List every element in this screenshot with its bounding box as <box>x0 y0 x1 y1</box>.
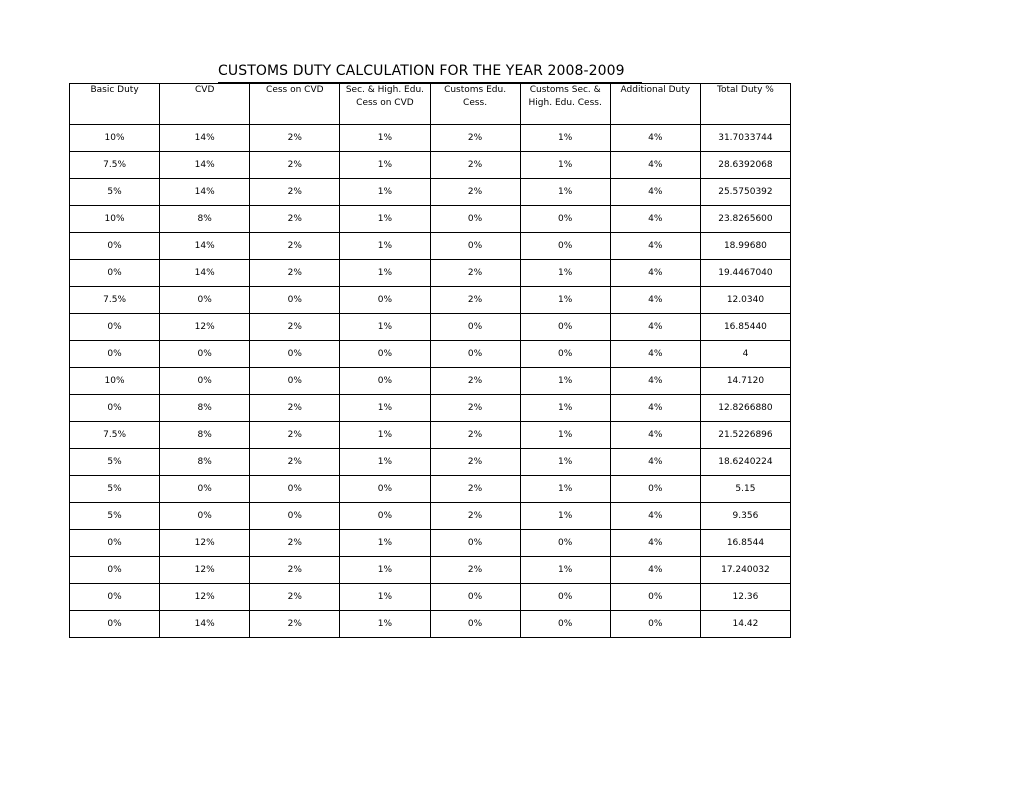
cell-cvd: 14% <box>160 260 250 287</box>
cell-cess-on-cvd: 2% <box>250 314 340 341</box>
cell-sec-high-edu-cess-on-cvd: 1% <box>340 557 430 584</box>
cell-sec-high-edu-cess-on-cvd: 1% <box>340 422 430 449</box>
cell-sec-high-edu-cess-on-cvd: 1% <box>340 611 430 638</box>
cell-customs-edu-cess: 2% <box>430 476 520 503</box>
cell-cvd: 8% <box>160 206 250 233</box>
cell-customs-sec-high-edu-cess: 1% <box>520 179 610 206</box>
table-row <box>70 260 791 287</box>
cell-cess-on-cvd: 0% <box>250 368 340 395</box>
cell-sec-high-edu-cess-on-cvd: 1% <box>340 260 430 287</box>
cell-additional-duty: 4% <box>610 287 700 314</box>
cell-total-duty: 25.5750392 <box>700 179 790 206</box>
table-row <box>70 395 791 422</box>
table-header-row <box>70 84 791 125</box>
cell-customs-edu-cess: 2% <box>430 287 520 314</box>
cell-customs-sec-high-edu-cess: 1% <box>520 125 610 152</box>
table-row <box>70 206 791 233</box>
cell-total-duty: 23.8265600 <box>700 206 790 233</box>
cell-additional-duty: 4% <box>610 341 700 368</box>
column-header-cvd: CVD <box>160 84 250 125</box>
cell-basic-duty: 0% <box>70 314 160 341</box>
cell-customs-sec-high-edu-cess: 1% <box>520 476 610 503</box>
cell-total-duty: 17.240032 <box>700 557 790 584</box>
cell-basic-duty: 0% <box>70 233 160 260</box>
column-header-basic-duty: Basic Duty <box>70 84 160 125</box>
cell-customs-edu-cess: 0% <box>430 584 520 611</box>
cell-cvd: 0% <box>160 341 250 368</box>
column-header-additional-duty: Additional Duty <box>610 84 700 125</box>
cell-additional-duty: 0% <box>610 476 700 503</box>
cell-customs-edu-cess: 2% <box>430 152 520 179</box>
cell-cess-on-cvd: 2% <box>250 152 340 179</box>
cell-customs-sec-high-edu-cess: 1% <box>520 152 610 179</box>
cell-total-duty: 12.0340 <box>700 287 790 314</box>
cell-sec-high-edu-cess-on-cvd: 1% <box>340 206 430 233</box>
cell-basic-duty: 7.5% <box>70 152 160 179</box>
cell-sec-high-edu-cess-on-cvd: 0% <box>340 476 430 503</box>
cell-cvd: 12% <box>160 584 250 611</box>
table-row <box>70 449 791 476</box>
cell-customs-edu-cess: 0% <box>430 314 520 341</box>
cell-additional-duty: 4% <box>610 152 700 179</box>
duty-table <box>69 83 791 638</box>
cell-cess-on-cvd: 2% <box>250 233 340 260</box>
cell-customs-edu-cess: 0% <box>430 611 520 638</box>
cell-cvd: 12% <box>160 530 250 557</box>
cell-customs-sec-high-edu-cess: 0% <box>520 341 610 368</box>
cell-sec-high-edu-cess-on-cvd: 1% <box>340 152 430 179</box>
cell-customs-sec-high-edu-cess: 0% <box>520 530 610 557</box>
cell-cess-on-cvd: 0% <box>250 341 340 368</box>
cell-customs-edu-cess: 0% <box>430 341 520 368</box>
cell-total-duty: 12.8266880 <box>700 395 790 422</box>
cell-basic-duty: 0% <box>70 395 160 422</box>
cell-basic-duty: 5% <box>70 503 160 530</box>
cell-cess-on-cvd: 2% <box>250 125 340 152</box>
table-row <box>70 584 791 611</box>
table-body <box>70 125 791 638</box>
cell-customs-edu-cess: 0% <box>430 233 520 260</box>
cell-sec-high-edu-cess-on-cvd: 0% <box>340 341 430 368</box>
cell-total-duty: 4 <box>700 341 790 368</box>
column-header-customs-sec-high-edu-cess: Customs Sec. & High. Edu. Cess. <box>520 84 610 125</box>
cell-sec-high-edu-cess-on-cvd: 0% <box>340 368 430 395</box>
cell-total-duty: 16.85440 <box>700 314 790 341</box>
table-row <box>70 557 791 584</box>
cell-cvd: 14% <box>160 125 250 152</box>
cell-customs-edu-cess: 2% <box>430 557 520 584</box>
cell-cess-on-cvd: 2% <box>250 422 340 449</box>
cell-additional-duty: 4% <box>610 557 700 584</box>
cell-total-duty: 21.5226896 <box>700 422 790 449</box>
table-row <box>70 611 791 638</box>
cell-cess-on-cvd: 2% <box>250 395 340 422</box>
cell-cvd: 0% <box>160 287 250 314</box>
column-header-sec-high-edu-cess-on-cvd: Sec. & High. Edu. Cess on CVD <box>340 84 430 125</box>
cell-cess-on-cvd: 2% <box>250 584 340 611</box>
cell-additional-duty: 4% <box>610 530 700 557</box>
cell-additional-duty: 4% <box>610 422 700 449</box>
cell-customs-edu-cess: 2% <box>430 368 520 395</box>
cell-sec-high-edu-cess-on-cvd: 0% <box>340 503 430 530</box>
column-header-customs-edu-cess: Customs Edu. Cess. <box>430 84 520 125</box>
cell-total-duty: 5.15 <box>700 476 790 503</box>
cell-cess-on-cvd: 2% <box>250 557 340 584</box>
cell-additional-duty: 0% <box>610 584 700 611</box>
cell-cess-on-cvd: 2% <box>250 530 340 557</box>
cell-cvd: 0% <box>160 368 250 395</box>
cell-cvd: 0% <box>160 503 250 530</box>
cell-additional-duty: 4% <box>610 368 700 395</box>
table-row <box>70 179 791 206</box>
cell-sec-high-edu-cess-on-cvd: 1% <box>340 530 430 557</box>
cell-customs-sec-high-edu-cess: 1% <box>520 557 610 584</box>
cell-sec-high-edu-cess-on-cvd: 1% <box>340 179 430 206</box>
column-header-cess-on-cvd: Cess on CVD <box>250 84 340 125</box>
cell-total-duty: 14.7120 <box>700 368 790 395</box>
cell-total-duty: 18.6240224 <box>700 449 790 476</box>
table-row <box>70 314 791 341</box>
cell-customs-edu-cess: 0% <box>430 206 520 233</box>
cell-basic-duty: 10% <box>70 368 160 395</box>
cell-basic-duty: 0% <box>70 611 160 638</box>
cell-basic-duty: 5% <box>70 476 160 503</box>
cell-additional-duty: 4% <box>610 314 700 341</box>
cell-additional-duty: 4% <box>610 125 700 152</box>
cell-cess-on-cvd: 0% <box>250 287 340 314</box>
cell-basic-duty: 5% <box>70 449 160 476</box>
cell-sec-high-edu-cess-on-cvd: 1% <box>340 395 430 422</box>
cell-cess-on-cvd: 2% <box>250 449 340 476</box>
cell-customs-edu-cess: 2% <box>430 422 520 449</box>
cell-customs-sec-high-edu-cess: 1% <box>520 260 610 287</box>
cell-customs-edu-cess: 2% <box>430 260 520 287</box>
cell-total-duty: 18.99680 <box>700 233 790 260</box>
table-row <box>70 368 791 395</box>
cell-basic-duty: 0% <box>70 260 160 287</box>
cell-additional-duty: 4% <box>610 233 700 260</box>
table-row <box>70 125 791 152</box>
cell-total-duty: 16.8544 <box>700 530 790 557</box>
cell-basic-duty: 5% <box>70 179 160 206</box>
column-header-total-duty: Total Duty % <box>700 84 790 125</box>
cell-total-duty: 12.36 <box>700 584 790 611</box>
cell-additional-duty: 0% <box>610 611 700 638</box>
cell-basic-duty: 7.5% <box>70 287 160 314</box>
table-row <box>70 233 791 260</box>
cell-cvd: 14% <box>160 179 250 206</box>
cell-customs-sec-high-edu-cess: 1% <box>520 368 610 395</box>
cell-cvd: 0% <box>160 476 250 503</box>
cell-customs-sec-high-edu-cess: 1% <box>520 503 610 530</box>
cell-additional-duty: 4% <box>610 260 700 287</box>
cell-basic-duty: 10% <box>70 125 160 152</box>
cell-additional-duty: 4% <box>610 395 700 422</box>
cell-customs-edu-cess: 2% <box>430 503 520 530</box>
cell-sec-high-edu-cess-on-cvd: 1% <box>340 314 430 341</box>
cell-total-duty: 14.42 <box>700 611 790 638</box>
cell-cess-on-cvd: 2% <box>250 260 340 287</box>
cell-basic-duty: 7.5% <box>70 422 160 449</box>
cell-basic-duty: 10% <box>70 206 160 233</box>
cell-customs-sec-high-edu-cess: 0% <box>520 233 610 260</box>
cell-total-duty: 9.356 <box>700 503 790 530</box>
cell-total-duty: 19.4467040 <box>700 260 790 287</box>
cell-cess-on-cvd: 0% <box>250 503 340 530</box>
cell-sec-high-edu-cess-on-cvd: 1% <box>340 233 430 260</box>
page-title: CUSTOMS DUTY CALCULATION FOR THE YEAR 2008-2009 <box>218 62 642 83</box>
cell-cvd: 14% <box>160 233 250 260</box>
cell-total-duty: 31.7033744 <box>700 125 790 152</box>
cell-customs-sec-high-edu-cess: 0% <box>520 314 610 341</box>
cell-sec-high-edu-cess-on-cvd: 1% <box>340 449 430 476</box>
cell-additional-duty: 4% <box>610 179 700 206</box>
cell-customs-sec-high-edu-cess: 1% <box>520 287 610 314</box>
cell-cvd: 8% <box>160 449 250 476</box>
cell-sec-high-edu-cess-on-cvd: 0% <box>340 287 430 314</box>
cell-additional-duty: 4% <box>610 449 700 476</box>
cell-sec-high-edu-cess-on-cvd: 1% <box>340 584 430 611</box>
cell-customs-sec-high-edu-cess: 0% <box>520 206 610 233</box>
cell-additional-duty: 4% <box>610 503 700 530</box>
table-row <box>70 152 791 179</box>
table-row <box>70 503 791 530</box>
cell-customs-sec-high-edu-cess: 0% <box>520 611 610 638</box>
cell-customs-sec-high-edu-cess: 1% <box>520 449 610 476</box>
cell-customs-edu-cess: 0% <box>430 530 520 557</box>
cell-additional-duty: 4% <box>610 206 700 233</box>
cell-customs-edu-cess: 2% <box>430 395 520 422</box>
cell-customs-sec-high-edu-cess: 1% <box>520 422 610 449</box>
cell-cess-on-cvd: 2% <box>250 611 340 638</box>
table-row <box>70 422 791 449</box>
cell-basic-duty: 0% <box>70 584 160 611</box>
cell-sec-high-edu-cess-on-cvd: 1% <box>340 125 430 152</box>
table-row <box>70 287 791 314</box>
cell-total-duty: 28.6392068 <box>700 152 790 179</box>
cell-customs-edu-cess: 2% <box>430 449 520 476</box>
cell-basic-duty: 0% <box>70 557 160 584</box>
table-row <box>70 530 791 557</box>
cell-cvd: 12% <box>160 557 250 584</box>
cell-cess-on-cvd: 2% <box>250 179 340 206</box>
table-row <box>70 476 791 503</box>
cell-cess-on-cvd: 0% <box>250 476 340 503</box>
cell-customs-sec-high-edu-cess: 0% <box>520 584 610 611</box>
cell-cvd: 8% <box>160 395 250 422</box>
cell-basic-duty: 0% <box>70 341 160 368</box>
cell-cvd: 14% <box>160 611 250 638</box>
cell-cvd: 12% <box>160 314 250 341</box>
cell-cvd: 14% <box>160 152 250 179</box>
cell-cess-on-cvd: 2% <box>250 206 340 233</box>
cell-customs-edu-cess: 2% <box>430 179 520 206</box>
table-row <box>70 341 791 368</box>
cell-cvd: 8% <box>160 422 250 449</box>
cell-customs-edu-cess: 2% <box>430 125 520 152</box>
cell-basic-duty: 0% <box>70 530 160 557</box>
cell-customs-sec-high-edu-cess: 1% <box>520 395 610 422</box>
